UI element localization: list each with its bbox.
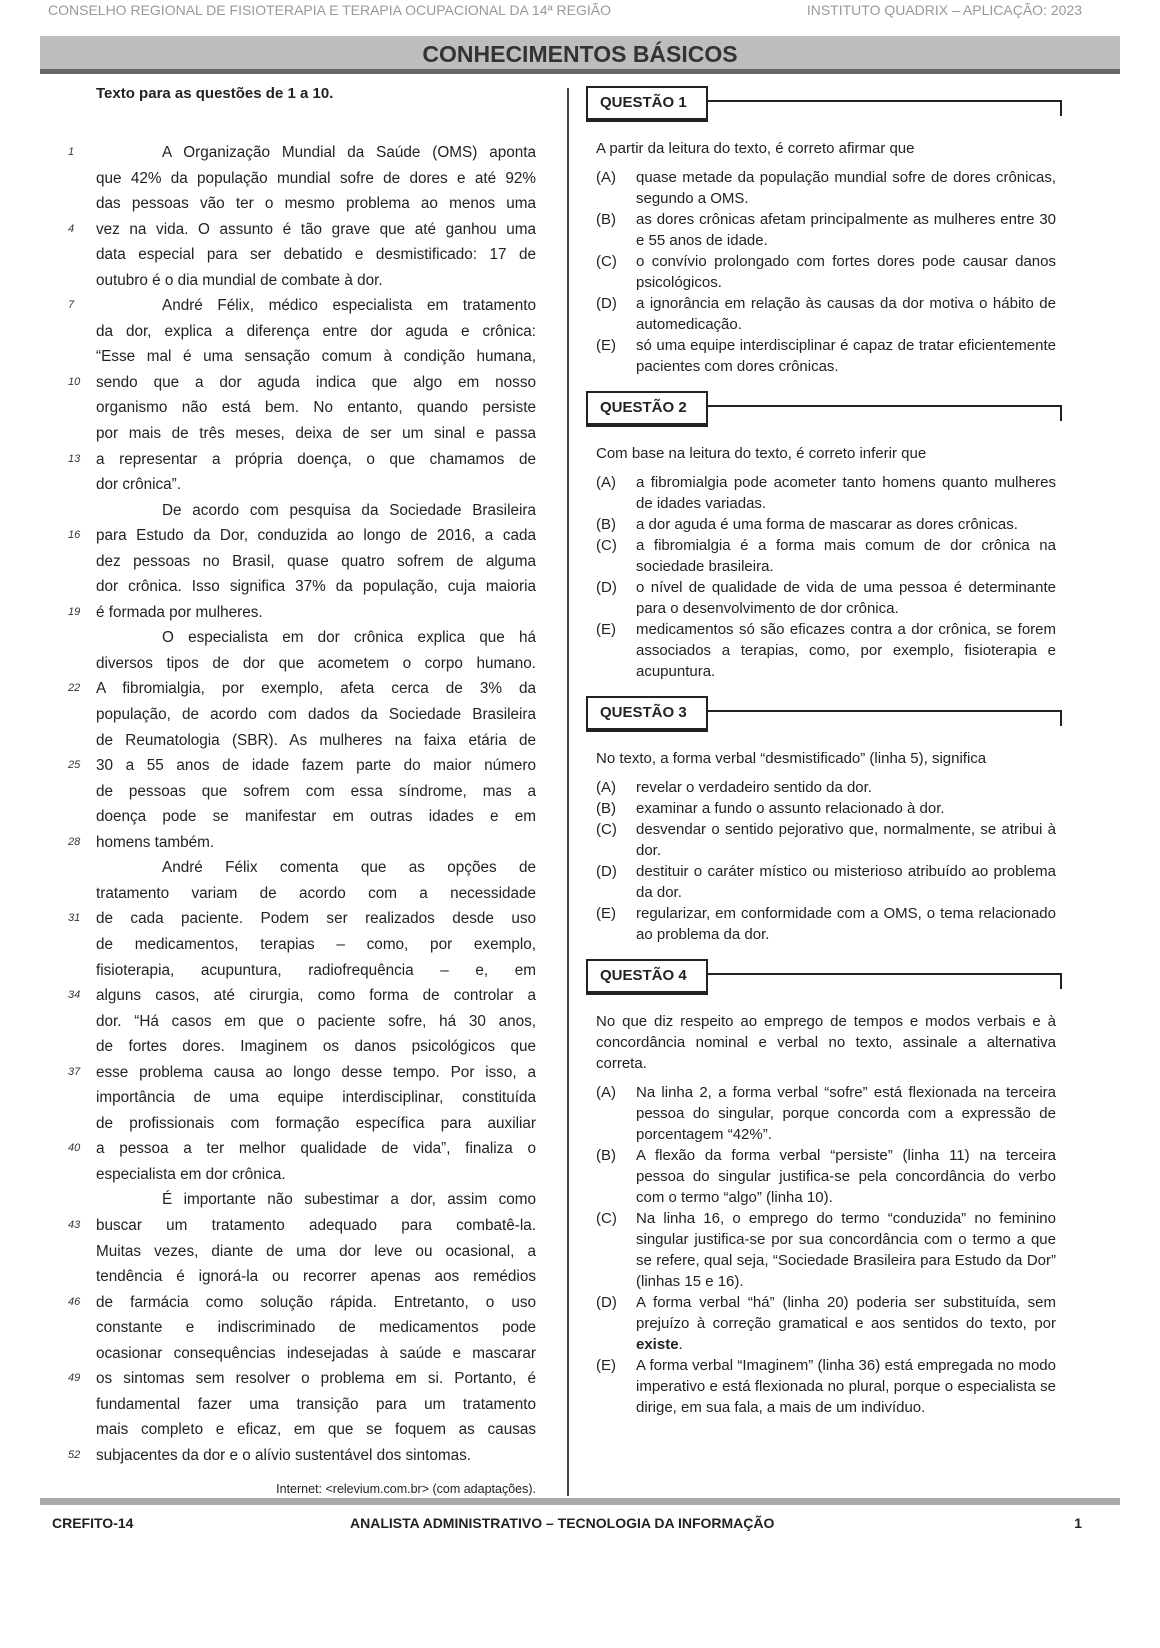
question-stem: Com base na leitura do texto, é correto inferir que — [596, 445, 927, 462]
answer-option[interactable] — [596, 535, 1056, 577]
line-number: 49 — [68, 1372, 81, 1385]
text-line — [60, 447, 540, 473]
line-text: André Félix comenta que as opções de — [162, 859, 536, 877]
option-text: Na linha 16, o emprego do termo “conduzida” no feminino singular justifica-se por sua concordância com o termo a que se refere, qual seja, “Sociedade Brasileira para Estudo da Dor” (linhas 15 e 16). — [636, 1210, 1056, 1290]
option-text: A flexão da forma verbal “persiste” (linha 11) na terceira pessoa do singular justifica-se pela concordância do verbo com o termo “algo” (linha 10). — [636, 1147, 1056, 1206]
text-line — [60, 958, 540, 984]
option-letter: (C) — [596, 537, 617, 554]
question-stem: No texto, a forma verbal “desmistificado” (linha 5), significa — [596, 750, 987, 767]
question — [586, 959, 1066, 1418]
option-text: Na linha 2, a forma verbal “sofre” está flexionada na terceira pessoa do singular, porque concorda com a expressão de porcentagem “42%”. — [636, 1084, 1056, 1143]
option-text: a fibromialgia é a forma mais comum de dor crônica na sociedade brasileira. — [636, 537, 1056, 575]
line-text: os sintomas sem resolver o problema em si. Portanto, é — [96, 1370, 536, 1388]
option-text: medicamentos só são eficazes contra a dor crônica, se forem associados a terapias, como, por exemplo, fisioterapia e acupuntura. — [636, 621, 1056, 680]
line-text: da dor, explica a diferença entre dor aguda e crônica: — [96, 322, 536, 340]
answer-option[interactable] — [596, 777, 1056, 798]
option-letter: (B) — [596, 516, 616, 533]
line-text: O especialista em dor crônica explica que há — [162, 629, 536, 647]
line-number: 40 — [68, 1142, 81, 1155]
line-text: subjacentes da dor e o alívio sustentável dos sintomas. — [96, 1446, 471, 1464]
line-text: André Félix, médico especialista em tratamento — [162, 297, 536, 315]
line-number: 16 — [68, 529, 81, 542]
option-text: a ignorância em relação às causas da dor motiva o hábito de automedicação. — [636, 295, 1056, 333]
option-letter: (E) — [596, 905, 616, 922]
line-text: buscar um tratamento adequado para combatê-la. — [96, 1216, 536, 1234]
question-header — [586, 86, 1066, 124]
text-line — [60, 1341, 540, 1367]
question-stem: A partir da leitura do texto, é correto afirmar que — [596, 140, 915, 157]
text-line — [60, 1111, 540, 1137]
option-letter: (D) — [596, 863, 617, 880]
text-line — [60, 983, 540, 1009]
text-line — [60, 549, 540, 575]
option-letter: (A) — [596, 474, 616, 491]
line-text: de fortes dores. Imaginem os danos psicológicos que — [96, 1038, 536, 1056]
questions-column — [586, 86, 1066, 1432]
text-line — [60, 191, 540, 217]
text-line — [60, 779, 540, 805]
line-number: 52 — [68, 1448, 81, 1461]
option-text: o nível de qualidade de vida de uma pessoa é determinante para o desenvolvimento de dor crônica. — [636, 579, 1056, 617]
text-line — [60, 344, 540, 370]
option-text: só uma equipe interdisciplinar é capaz de tratar eficientemente pacientes com dores crônicas. — [636, 337, 1056, 375]
line-number: 10 — [68, 375, 81, 388]
answer-option[interactable] — [596, 209, 1056, 251]
text-line — [60, 676, 540, 702]
option-text: desvendar o sentido pejorativo que, normalmente, se atribui à dor. — [636, 821, 1056, 859]
answer-option[interactable] — [596, 167, 1056, 209]
text-line — [60, 855, 540, 881]
answer-option[interactable] — [596, 798, 1056, 819]
line-text: importância de uma equipe interdisciplinar, constituída — [96, 1089, 536, 1107]
header-organization: CONSELHO REGIONAL DE FISIOTERAPIA E TERAPIA OCUPACIONAL DA 14ª REGIÃO — [48, 2, 612, 18]
text-line — [60, 370, 540, 396]
line-text: De acordo com pesquisa da Sociedade Brasileira — [162, 501, 536, 519]
line-text: esse problema causa ao longo desse tempo. Por isso, a — [96, 1063, 536, 1081]
line-text: de medicamentos, terapias – como, por exemplo, — [96, 935, 536, 953]
line-number: 13 — [68, 452, 81, 465]
line-text: doença pode se manifestar em outras idades e em — [96, 808, 536, 826]
text-line — [60, 1443, 540, 1469]
line-number: 4 — [68, 222, 75, 235]
option-text: revelar o verdadeiro sentido da dor. — [636, 779, 872, 796]
section-title: CONHECIMENTOS BÁSICOS — [40, 36, 1120, 74]
line-text: diversos tipos de dor que acometem o corpo humano. — [96, 654, 536, 672]
text-line — [60, 498, 540, 524]
line-text: tratamento variam de acordo com a necessidade — [96, 884, 536, 902]
option-text: A forma verbal “há” (linha 20) poderia ser substituída, sem prejuízo à correção gramatical e aos sentidos do texto, por existe. — [636, 1294, 1056, 1353]
option-letter: (B) — [596, 1147, 616, 1164]
answer-option[interactable] — [596, 1082, 1056, 1145]
line-text: fundamental fazer uma transição para um tratamento — [96, 1395, 536, 1413]
text-line — [60, 804, 540, 830]
text-line — [60, 1239, 540, 1265]
option-letter: (E) — [596, 1357, 616, 1374]
line-text: para Estudo da Dor, conduzida ao longo de 2016, a cada — [96, 527, 536, 545]
text-line — [60, 1187, 540, 1213]
option-letter: (D) — [596, 295, 617, 312]
option-letter: (E) — [596, 337, 616, 354]
line-text: de profissionais com formação específica para auxiliar — [96, 1114, 536, 1132]
line-number: 43 — [68, 1218, 81, 1231]
text-line — [60, 166, 540, 192]
line-text: das pessoas vão ter o mesmo problema ao menos uma — [96, 195, 536, 213]
question-label: QUESTÃO 1 — [586, 86, 708, 122]
line-number: 28 — [68, 835, 81, 848]
answer-option[interactable] — [596, 819, 1056, 861]
text-line — [60, 830, 540, 856]
question-header — [586, 696, 1066, 734]
answer-option[interactable] — [596, 514, 1056, 535]
line-text: Muitas vezes, diante de uma dor leve ou ocasional, a — [96, 1242, 536, 1260]
text-line — [60, 1034, 540, 1060]
reading-text — [60, 84, 540, 1496]
line-number: 34 — [68, 989, 81, 1002]
line-text: de farmácia como solução rápida. Entretanto, o uso — [96, 1293, 536, 1311]
line-number: 19 — [68, 605, 81, 618]
line-text: dor crônica. Isso significa 37% da população, cuja maioria — [96, 578, 536, 596]
line-text: “Esse mal é uma sensação comum à condição humana, — [96, 348, 536, 366]
footer-position: ANALISTA ADMINISTRATIVO – TECNOLOGIA DA INFORMAÇÃO — [350, 1515, 775, 1531]
text-line — [60, 728, 540, 754]
text-line — [60, 319, 540, 345]
line-number: 31 — [68, 912, 81, 925]
page-number: 1 — [1074, 1515, 1082, 1531]
text-line — [60, 1264, 540, 1290]
footer-bar — [40, 1498, 1120, 1505]
option-text: A forma verbal “Imaginem” (linha 36) está empregada no modo imperativo e está flexionada no plural, porque o especialista se dirige, em sua fala, a mais de um indivíduo. — [636, 1357, 1056, 1416]
option-text: o convívio prolongado com fortes dores pode causar danos psicológicos. — [636, 253, 1056, 291]
answer-option[interactable] — [596, 251, 1056, 293]
line-text: ocasionar consequências indesejadas à saúde e mascarar — [96, 1344, 536, 1362]
line-text: tendência é ignorá-la ou recorrer apenas aos remédios — [96, 1268, 536, 1286]
text-line — [60, 600, 540, 626]
question-rule — [706, 710, 1062, 726]
line-text: outubro é o dia mundial de combate à dor. — [96, 271, 383, 289]
question-header — [586, 959, 1066, 997]
answer-option[interactable] — [596, 1355, 1056, 1418]
line-text: organismo não está bem. No entanto, quando persiste — [96, 399, 536, 417]
text-line — [60, 242, 540, 268]
option-letter: (C) — [596, 1210, 617, 1227]
question — [586, 696, 1066, 945]
line-text: de pessoas que sofrem com essa síndrome, mas a — [96, 782, 536, 800]
text-line — [60, 625, 540, 651]
question-stem: No que diz respeito ao emprego de tempos e modos verbais e à concordância nominal e verbal no texto, assinale a alternativa correta. — [596, 1013, 1056, 1072]
line-number: 1 — [68, 146, 75, 158]
line-text: vez na vida. O assunto é tão grave que até ganhou uma — [96, 220, 536, 238]
answer-option[interactable] — [596, 472, 1056, 514]
text-line — [60, 217, 540, 243]
line-text: A Organização Mundial da Saúde (OMS) aponta — [162, 144, 536, 161]
line-text: homens também. — [96, 833, 215, 851]
text-line — [60, 523, 540, 549]
line-text: A fibromialgia, por exemplo, afeta cerca de 3% da — [96, 680, 536, 698]
option-letter: (A) — [596, 1084, 616, 1101]
answer-option[interactable] — [596, 335, 1056, 377]
text-line — [60, 932, 540, 958]
option-letter: (B) — [596, 800, 616, 817]
text-line — [60, 1392, 540, 1418]
option-letter: (D) — [596, 579, 617, 596]
answer-option[interactable] — [596, 903, 1056, 945]
option-text: destituir o caráter místico ou misterioso atribuído ao problema da dor. — [636, 863, 1056, 901]
line-number: 46 — [68, 1295, 81, 1308]
answer-option[interactable] — [596, 577, 1056, 619]
line-text: fisioterapia, acupuntura, radiofrequência – e, em — [96, 961, 536, 979]
line-text: de Reumatologia (SBR). As mulheres na faixa etária de — [96, 731, 536, 749]
option-letter: (C) — [596, 253, 617, 270]
text-line — [60, 1366, 540, 1392]
question-rule — [706, 405, 1062, 421]
column-divider — [567, 88, 569, 1496]
line-text: que 42% da população mundial sofre de dores e até 92% — [96, 169, 536, 187]
option-text: a fibromialgia pode acometer tanto homens quanto mulheres de idades variadas. — [636, 474, 1056, 512]
text-line — [60, 293, 540, 319]
text-line — [60, 395, 540, 421]
line-text: alguns casos, até cirurgia, como forma de controlar a — [96, 987, 536, 1005]
option-letter: (D) — [596, 1294, 617, 1311]
option-letter: (A) — [596, 169, 616, 186]
text-line — [60, 753, 540, 779]
question — [586, 86, 1066, 377]
line-text: É importante não subestimar a dor, assim como — [162, 1191, 536, 1209]
line-number: 25 — [68, 759, 81, 772]
text-line — [60, 702, 540, 728]
text-line — [60, 1085, 540, 1111]
line-text: por mais de três meses, deixa de ser um sinal e passa — [96, 425, 536, 443]
question-label: QUESTÃO 2 — [586, 391, 708, 427]
text-line — [60, 268, 540, 294]
text-line — [60, 1417, 540, 1443]
text-line — [60, 1009, 540, 1035]
text-lines — [60, 140, 540, 1468]
option-text: examinar a fundo o assunto relacionado à dor. — [636, 800, 945, 817]
text-line — [60, 1162, 540, 1188]
line-text: sendo que a dor aguda indica que algo em nosso — [96, 373, 536, 391]
question-rule — [706, 973, 1062, 989]
footer-code: CREFITO-14 — [52, 1515, 134, 1531]
option-letter: (A) — [596, 779, 616, 796]
header-exam-info: INSTITUTO QUADRIX – APLICAÇÃO: 2023 — [806, 2, 1082, 18]
line-text: constante e indiscriminado de medicamentos pode — [96, 1319, 536, 1337]
answer-option[interactable] — [596, 1208, 1056, 1292]
text-line — [60, 881, 540, 907]
answer-option[interactable] — [596, 619, 1056, 682]
text-line — [60, 472, 540, 498]
text-line — [60, 1060, 540, 1086]
line-text: dez pessoas no Brasil, quase quatro sofrem de alguma — [96, 552, 536, 570]
question-label: QUESTÃO 4 — [586, 959, 708, 995]
text-title: Texto para as questões de 1 a 10. — [96, 85, 334, 102]
line-text: população, de acordo com dados da Sociedade Brasileira — [96, 706, 536, 724]
text-line — [60, 906, 540, 932]
line-text: mais completo e eficaz, em que se foquem as causas — [96, 1421, 536, 1439]
text-line — [60, 1213, 540, 1239]
text-line — [60, 1290, 540, 1316]
question-label: QUESTÃO 3 — [586, 696, 708, 732]
text-line — [60, 1315, 540, 1341]
line-text: a pessoa a ter melhor qualidade de vida”, finaliza o — [96, 1140, 536, 1158]
answer-option[interactable] — [596, 293, 1056, 335]
line-text: de cada paciente. Podem ser realizados desde uso — [96, 910, 536, 928]
option-text: a dor aguda é uma forma de mascarar as dores crônicas. — [636, 516, 1018, 533]
line-text: 30 a 55 anos de idade fazem parte do maior número — [96, 757, 536, 775]
option-text: as dores crônicas afetam principalmente as mulheres entre 30 e 55 anos de idade. — [636, 211, 1056, 249]
option-text: regularizar, em conformidade com a OMS, o tema relacionado ao problema da dor. — [636, 905, 1056, 943]
text-line — [60, 421, 540, 447]
option-letter: (C) — [596, 821, 617, 838]
line-text: dor. “Há casos em que o paciente sofre, há 30 anos, — [96, 1012, 536, 1030]
text-line — [60, 140, 540, 166]
option-text: quase metade da população mundial sofre de dores crônicas, segundo a OMS. — [636, 169, 1056, 207]
text-line — [60, 1136, 540, 1162]
option-letter: (B) — [596, 211, 616, 228]
text-source: Internet: <relevium.com.br> (com adaptações). — [276, 1482, 536, 1497]
text-line — [60, 574, 540, 600]
line-number: 7 — [68, 299, 75, 312]
answer-option[interactable] — [596, 861, 1056, 903]
line-text: data especial para ser debatido e desmistificado: 17 de — [96, 246, 536, 264]
answer-option[interactable] — [596, 1145, 1056, 1208]
question — [586, 391, 1066, 682]
line-text: especialista em dor crônica. — [96, 1165, 286, 1183]
question-rule — [706, 100, 1062, 116]
text-line — [60, 651, 540, 677]
answer-option[interactable] — [596, 1292, 1056, 1355]
option-letter: (E) — [596, 621, 616, 638]
line-number: 22 — [68, 682, 81, 695]
line-text: dor crônica”. — [96, 476, 182, 494]
line-text: a representar a própria doença, o que chamamos de — [96, 450, 536, 468]
line-text: é formada por mulheres. — [96, 603, 263, 621]
question-header — [586, 391, 1066, 429]
line-number: 37 — [68, 1065, 81, 1078]
